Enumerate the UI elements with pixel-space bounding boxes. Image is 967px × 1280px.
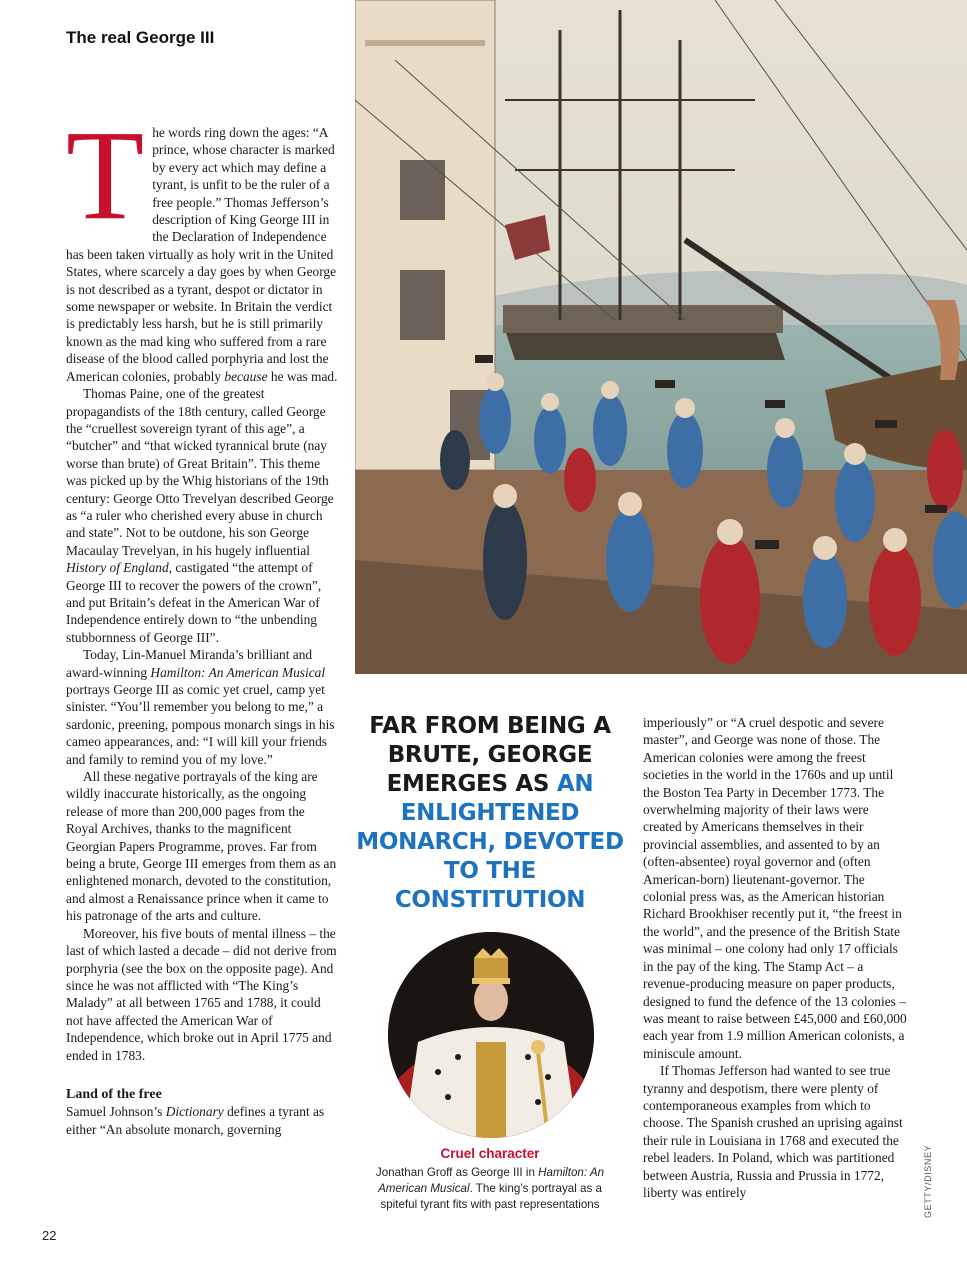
page-number: 22 <box>42 1228 57 1243</box>
paragraph-8: If Thomas Jefferson had wanted to see true tyranny and despotism, there were plenty of contemporaneous examples from which to choose. The Spanish crushed an uprising against their rule in Louisiana in 1768 and executed the rebel leaders. In Poland, which was partitioned between Austria, Russia and Prussia in 1772, liberty was entirely <box>643 1063 903 1200</box>
pull-quote-dark: FAR FROM BEING A BRUTE, GEORGE EMERGES AS <box>369 713 611 797</box>
section-label: The real George III <box>66 28 215 47</box>
king-george-portrait-photo <box>388 932 594 1138</box>
photo-credit: GETTY/DISNEY <box>923 1144 933 1218</box>
boston-tea-party-artwork <box>355 0 967 674</box>
paragraph-4: All these negative portrayals of the king are wildly inaccurate historically, as the ongoing release of more than 200,000 pages from the Royal Archives, thanks to the magnificent Georgian Papers Programme, proves. Far from being a brute, George III emerges from them as an enlightened monarch, devoted to the constitution, and almost a Renaissance prince when it came to his patronage of the arts and culture. <box>66 769 337 924</box>
article-column-right <box>643 714 909 1201</box>
boston-tea-party-illustration <box>355 0 967 674</box>
subheading: Land of the free <box>66 1086 162 1102</box>
portrait-artwork <box>388 932 594 1138</box>
pull-quote-highlight: AN ENLIGHTENED MONARCH, DEVOTED TO THE CONSTITUTION <box>356 771 624 913</box>
paragraph-1: he words ring down the ages: “A prince, whose character is marked by every act which may define a tyrant, is unfit to be the ruler of a free people.” Thomas Jefferson’s description of King George III in the Declaration of Independence has been taken virtually as holy writ in the United States, where scarcely a day goes by when George is not described as a tyrant, despot or dictator in some newspaper or website. In Britain the verdict is predictably less harsh, but he is still primarily known as the mad king who suffered from a rare disease of the blood called porphyria and lost the American colonies, probably because he was mad. <box>66 125 338 384</box>
pull-quote <box>356 712 624 915</box>
paragraph-6: Samuel Johnson’s Dictionary defines a tyrant as either “An absolute monarch, governing <box>66 1104 325 1137</box>
paragraph-2: Thomas Paine, one of the greatest propagandists of the 18th century, called George the “cruellest sovereign tyrant of this age”, a “butcher” and “that wicked tyrannical brute (nay worse than brute) of Great Britain”. This theme was picked up by the Whig historians of the 19th century: George Otto Trevelyan described George as “a ruler who cherished every abuse in church and state”. Not to be outdone, his son George Macaulay Trevelyan, in his hugely influential History of England, castigated “the attempt of George III to recover the powers of the crown”, and put Britain’s defeat in the American War of Independence entirely down to “the unbending stubbornness of George III”. <box>66 386 334 645</box>
caption-title: Cruel character <box>440 1146 540 1161</box>
drop-cap: T <box>66 104 145 246</box>
paragraph-3: Today, Lin-Manuel Miranda’s brilliant and award-winning Hamilton: An American Musical portrays George III as comic yet cruel, camp yet sinister. “You’ll remember you belong to me,” a sardonic, preening, pompous monarch sings in his cameo appearances, and: “I will kill your friends and family to remind you of my love.” <box>66 647 335 767</box>
article-column-left <box>66 104 338 1138</box>
paragraph-7: imperiously” or “A cruel despotic and severe master”, and George was none of those. The American colonies were among the freest societies in the world in the 1760s and up until the Boston Tea Party in December 1773. The overwhelming majority of their laws were created by Americans themselves in their provincial assemblies, and assented to by an (often-absentee) royal governor and (often American-born) lieutenant-governor. The colonial press was, as the American historian Richard Brookhiser recently put it, “the freest in the world”, and the presence of the British State was minimal – one colony had only 17 officials in the pay of the king. The Stamp Act – a revenue-producing measure on paper products, designed to fund the defence of the 13 colonies – was meant to raise between £45,000 and £60,000 each year from 1.9 million American colonists, a miniscule amount. <box>643 715 907 1061</box>
paragraph-5: Moreover, his five bouts of mental illness – the last of which lasted a decade – did not derive from porphyria (see the box on the opposite page). And since he was not afflicted with “The King’s Malady” at all between 1765 and 1788, it could not have affected the American War of Independence, which broke out in April 1775 and ended in 1783. <box>66 925 337 1063</box>
caption-text: Jonathan Groff as George III in Hamilton: An American Musical. The king’s portrayal as a spiteful tyrant fits with past representations <box>375 1166 605 1211</box>
